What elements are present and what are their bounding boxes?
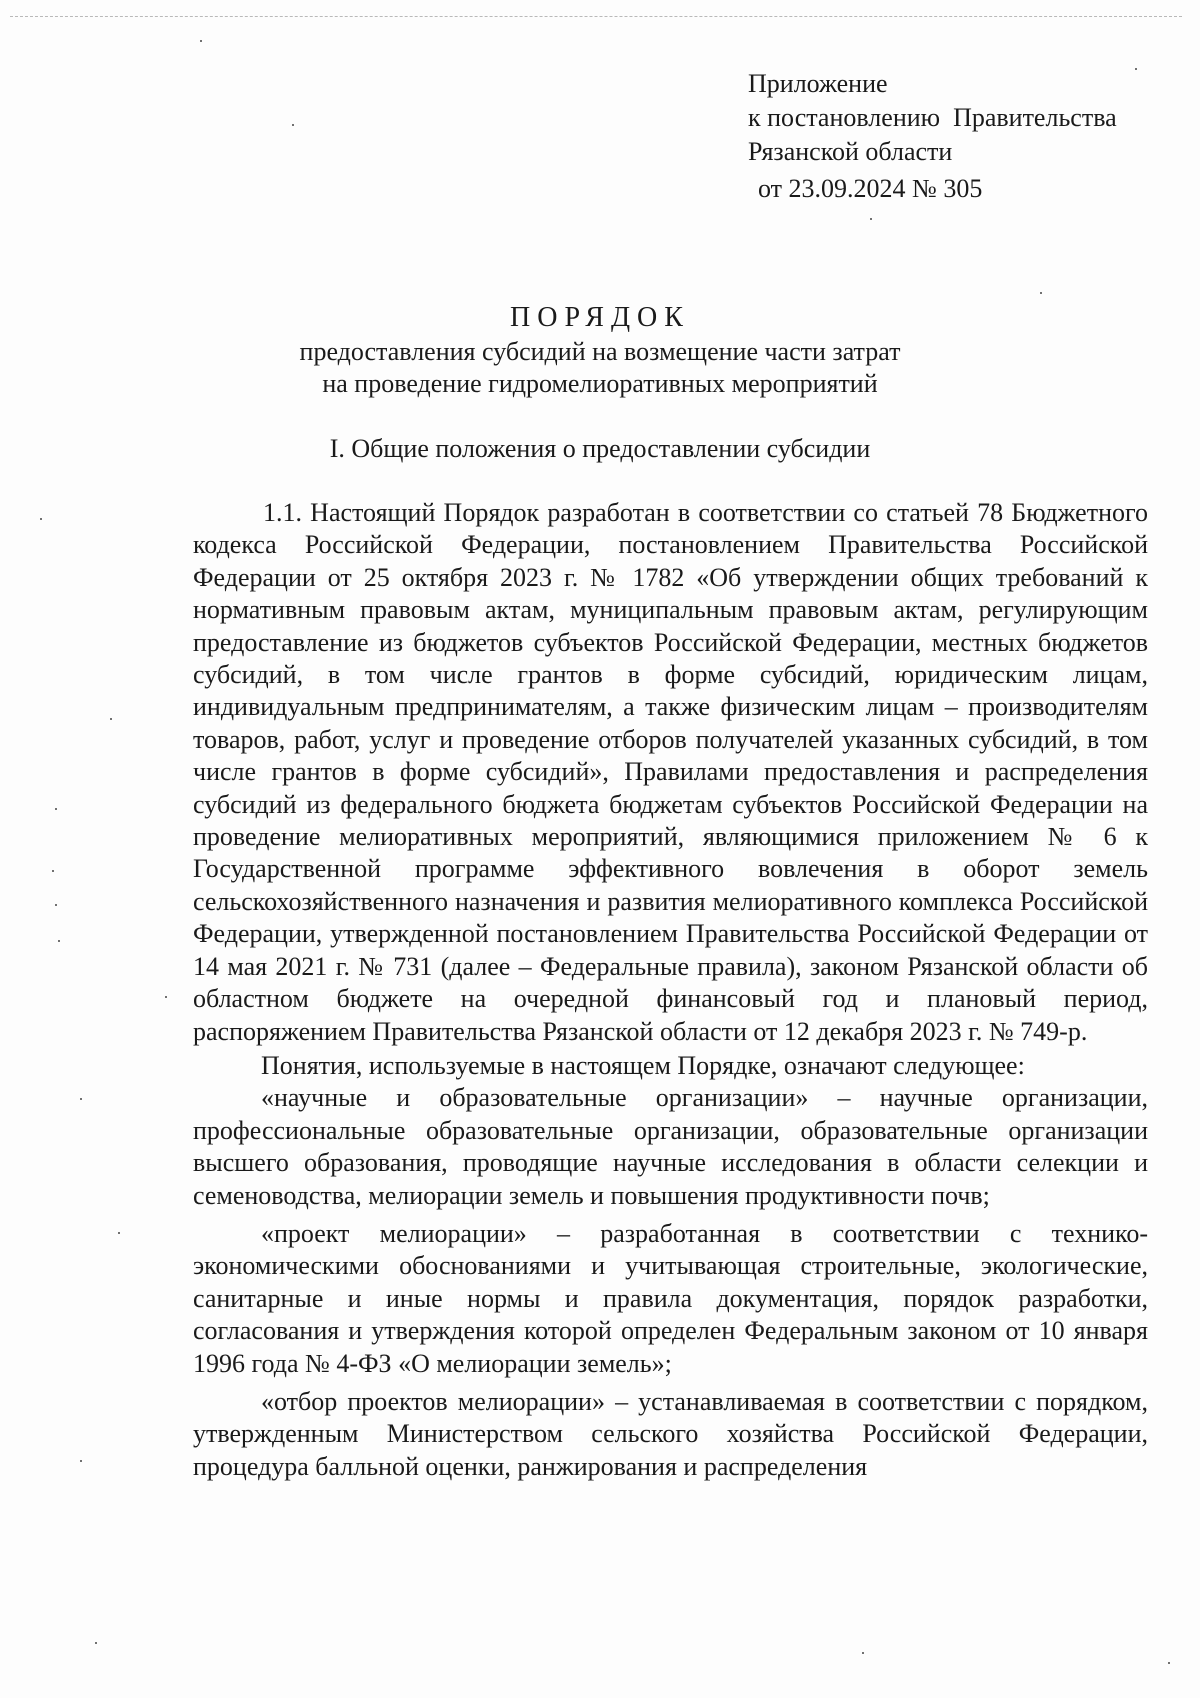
subtitle-line-1: предоставления субсидий на возмещение части затрат bbox=[299, 337, 901, 366]
scan-speck bbox=[1135, 68, 1137, 70]
approval-line-3: Рязанской области bbox=[748, 137, 953, 166]
scan-speck bbox=[55, 904, 57, 906]
scan-speck bbox=[862, 1652, 864, 1654]
approval-line-1: Приложение bbox=[748, 69, 888, 98]
scan-speck bbox=[165, 996, 167, 998]
paragraph-term-melioration-project: «проект мелиорации» – разработанная в соответствии с технико-экономическими обоснованиями и учитывающая строительные, экологические, санитарные и иные нормы и правила документация, порядок разработки, согласования и утверждения которой определен Федеральным законом от 10 января 1996 года № 4-ФЗ «О мелиорации земель»; bbox=[193, 1218, 1148, 1378]
scan-speck bbox=[1040, 292, 1042, 294]
subtitle-line-2: на проведение гидромелиоративных мероприятий bbox=[322, 369, 878, 398]
scan-speck bbox=[292, 124, 294, 126]
scan-speck bbox=[1168, 1662, 1170, 1664]
scan-speck bbox=[52, 870, 54, 872]
scan-speck bbox=[40, 518, 42, 520]
scan-edge-line bbox=[10, 16, 1182, 17]
scan-speck bbox=[80, 1098, 82, 1100]
paragraph-1-1: 1.1. Настоящий Порядок разработан в соответствии со статьей 78 Бюджетного кодекса Российской Федерации, постановлением Правительства Российской Федерации от 25 октября 2023 г. № 1782 «Об утверждении общих требований к нормативным правовым актам, муниципальным правовым актам, регулирующим предоставление из бюджетов субъектов Российской Федерации, местных бюджетов субсидий, в том числе грантов в форме субсидий, юридическим лицам, индивидуальным предпринимателям, а также физическим лицам – производителям товаров, работ, услуг и проведение отборов получателей указанных субсидий, в том числе грантов в форме субсидий», Правилами предоставления и распределения субсидий из федерального бюджета бюджетам субъектов Российской Федерации на проведение мелиоративных мероприятий, являющимися приложением № 6 к Государственной программе эффективного вовлечения в оборот земель сельскохозяйственного назначения и развития мелиоративного комплекса Российской Федерации, утвержденной постановлением Правительства Российской Федерации от 14 мая 2021 г. № 731 (далее – Федеральные правила), законом Рязанской области об областном бюджете на очередной финансовый год и плановый период, распоряжением Правительства Рязанской области от 12 декабря 2023 г. № 749-р. bbox=[193, 498, 1148, 1046]
scan-speck bbox=[870, 218, 872, 220]
document-title: ПОРЯДОК bbox=[510, 302, 690, 333]
scan-speck bbox=[110, 718, 112, 720]
document-body bbox=[193, 497, 1148, 1483]
scan-speck bbox=[200, 40, 202, 42]
approval-line-2: к постановлению Правительства bbox=[748, 103, 1117, 132]
scan-speck bbox=[80, 1460, 82, 1462]
document-subtitle bbox=[0, 336, 1200, 400]
scan-speck bbox=[55, 808, 57, 810]
approval-block bbox=[748, 67, 1117, 206]
scan-speck bbox=[58, 940, 60, 942]
approval-line-4: от 23.09.2024 № 305 bbox=[758, 174, 983, 203]
paragraph-term-project-selection: «отбор проектов мелиорации» – устанавливаемая в соответствии с порядком, утвержденным Министерством сельского хозяйства Российской Федерации, процедура балльной оценки, ранжирования и распределения bbox=[193, 1386, 1148, 1481]
section-heading: I. Общие положения о предоставлении субсидии bbox=[329, 434, 871, 463]
paragraph-term-scientific-organizations: «научные и образовательные организации» – научные организации, профессиональные образовательные организации, образовательные организации высшего образования, проводящие научные исследования в области селекции и семеноводства, мелиорации земель и повышения продуктивности почв; bbox=[193, 1083, 1148, 1210]
scan-speck bbox=[118, 1232, 120, 1234]
scan-speck bbox=[95, 1642, 97, 1644]
paragraph-concepts: Понятия, используемые в настоящем Порядке, означают следующее: bbox=[261, 1050, 1025, 1080]
